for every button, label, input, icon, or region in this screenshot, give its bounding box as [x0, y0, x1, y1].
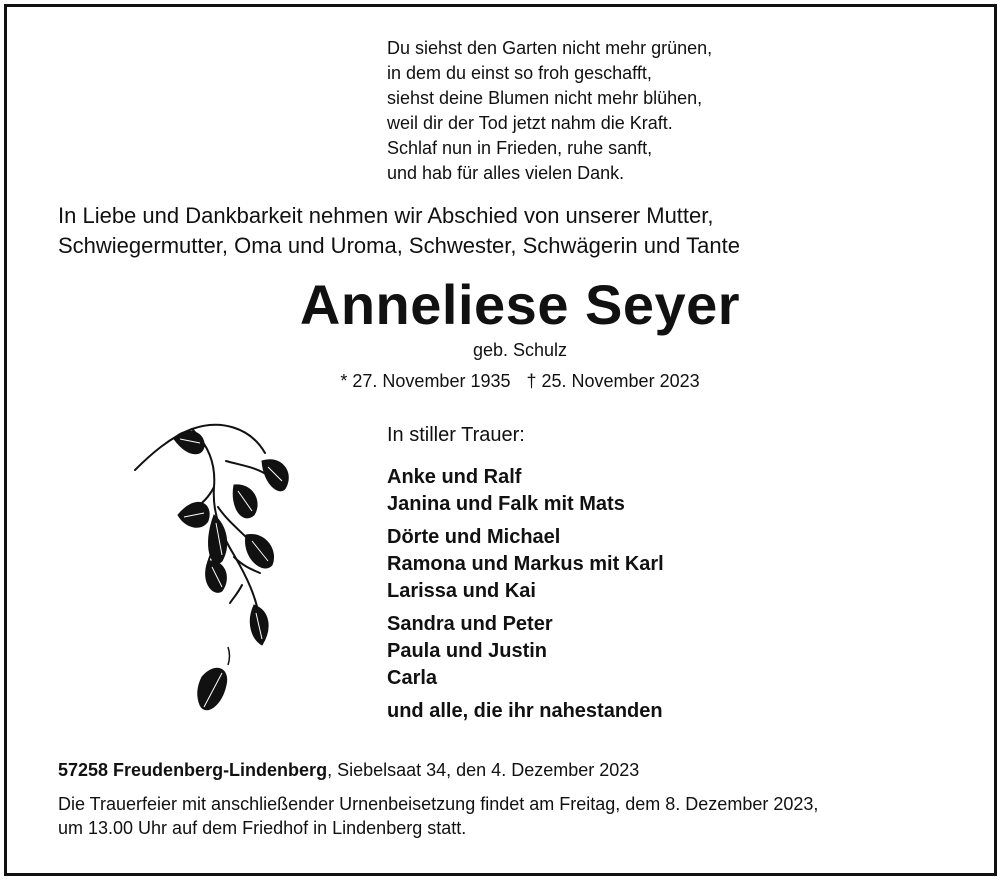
ceremony-info	[58, 792, 818, 840]
mourner-name: Carla	[387, 667, 438, 689]
poem-line: Schlaf nun in Frieden, ruhe sanft,	[387, 138, 653, 158]
address-details: , Siebelsaat 34, den 4. Dezember 2023	[327, 760, 640, 780]
mourner-name: Dörte und Michael	[387, 526, 561, 548]
birth-date: * 27. November 1935	[340, 371, 511, 391]
mourner-group	[387, 524, 664, 605]
poem-line: siehst deine Blumen nicht mehr blühen,	[387, 88, 703, 108]
mourner-name: Larissa und Kai	[387, 580, 536, 602]
ceremony-line: um 13.00 Uhr auf dem Friedhof in Lindenberg statt.	[58, 818, 467, 838]
intro-line: Schwiegermutter, Oma und Uroma, Schwester, Schwägerin und Tante	[58, 233, 740, 258]
mourner-name: Paula und Justin	[387, 640, 548, 662]
address-line	[58, 760, 639, 781]
mourners-list	[387, 464, 664, 731]
life-dates	[0, 371, 1000, 392]
poem	[387, 36, 712, 186]
address-place: 57258 Freudenberg-Lindenberg	[58, 760, 328, 780]
birch-branch-icon	[130, 415, 300, 725]
ceremony-line: Die Trauerfeier mit anschließender Urnenbeisetzung findet am Freitag, dem 8. Dezember 2023,	[58, 794, 819, 814]
intro-text	[58, 201, 740, 261]
mourner-name: Janina und Falk mit Mats	[387, 493, 625, 515]
mourner-group	[387, 464, 664, 518]
maiden-name: geb. Schulz	[472, 340, 568, 360]
intro-line: In Liebe und Dankbarkeit nehmen wir Abschied von unserer Mutter,	[58, 203, 714, 228]
poem-line: und hab für alles vielen Dank.	[387, 163, 625, 183]
deceased-name: Anneliese Seyer	[299, 273, 741, 336]
poem-line: weil dir der Tod jetzt nahm die Kraft.	[387, 113, 673, 133]
mourner-name: Anke und Ralf	[387, 466, 522, 488]
mourner-name: Sandra und Peter	[387, 613, 553, 635]
poem-line: Du siehst den Garten nicht mehr grünen,	[387, 38, 713, 58]
poem-line: in dem du einst so froh geschafft,	[387, 63, 652, 83]
mourner-group	[387, 698, 664, 725]
mourner-group	[387, 611, 664, 692]
death-date: † 25. November 2023	[526, 371, 700, 391]
mourner-name: und alle, die ihr nahestanden	[387, 700, 663, 722]
mourning-label: In stiller Trauer:	[387, 424, 525, 446]
mourner-name: Ramona und Markus mit Karl	[387, 553, 664, 575]
